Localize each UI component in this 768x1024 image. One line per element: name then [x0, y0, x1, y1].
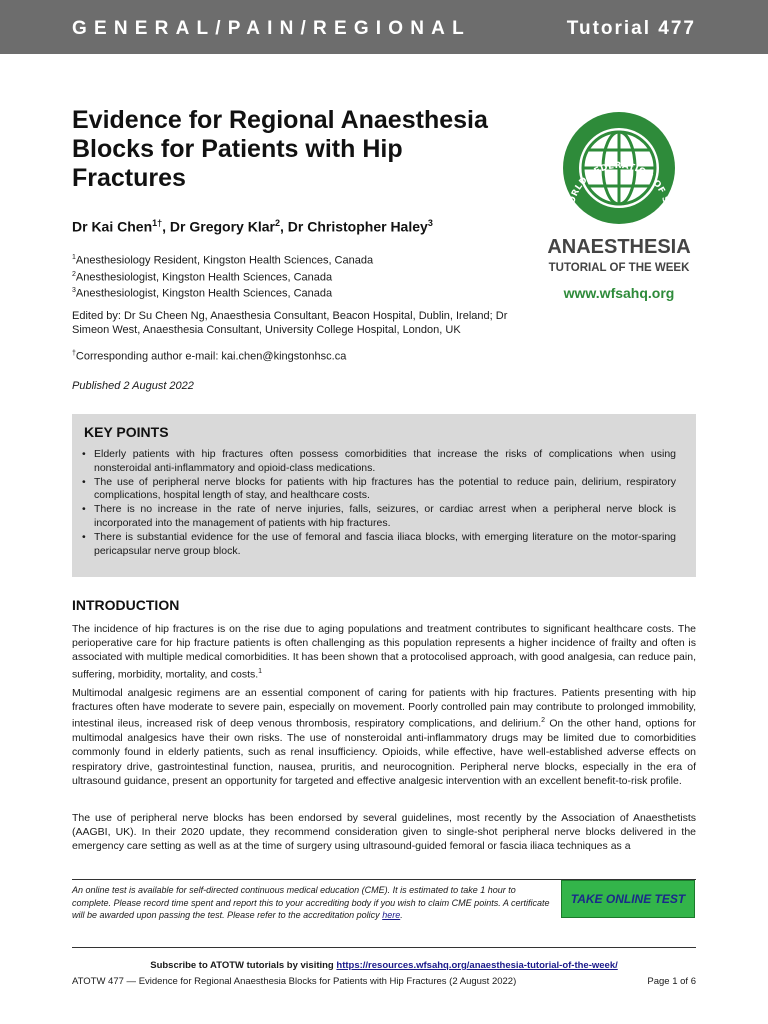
logo-subtitle: TUTORIAL OF THE WEEK: [548, 262, 690, 274]
logo-title: ANAESTHESIA: [547, 236, 691, 258]
accreditation-policy-link[interactable]: here: [382, 910, 401, 920]
list-item: • There is no increase in the rate of nerve injuries, falls, seizures, or cardiac arrest when a peripheral nerve block is incorporated into the management of patients with hip fractures.: [82, 503, 676, 531]
take-online-test-button[interactable]: TAKE ONLINE TEST: [561, 880, 695, 918]
cme-notice: An online test is available for self-directed continuous medical education (CME). It is estimated to take 1 hour to complete. Please record time spent and report this to your accrediting body if you wish to claim CME points. A certificate will be awarded upon passing the test. Please refer to the accreditation policy here.: [72, 885, 550, 920]
wfsa-logo: [540, 108, 698, 308]
affiliation-line: $^2$Anesthesiologist, Kingston Health Sciences, Canada: [72, 270, 333, 284]
list-item: • The use of peripheral nerve blocks for patients with hip fractures has the potential to reduce pain, delirium, respiratory complications, hospital length of stay, and healthcare costs.: [82, 476, 676, 504]
key-points-list: [82, 448, 676, 558]
divider: [72, 947, 696, 948]
published-date: Published 2 August 2022: [72, 380, 194, 392]
globe-logo-icon: [540, 108, 698, 230]
subscribe-link[interactable]: https://resources.wfsahq.org/anaesthesia-tutorial-of-the-week/: [336, 960, 618, 971]
svg-text:WORLD FEDERATION OF SOCIETIES: WORLD FEDERATION OF SOCIE LO: [565, 160, 673, 230]
intro-paragraph: The incidence of hip fractures is on the rise due to aging populations and treatment contributes to significant healthcare costs. The perioperative care for hip fracture patients is often challenging as this population represents a higher incidence of frailty and often is associated with multiple medical comorbidities. It has been shown that a protocolised approach, with good analgesia, can reduce pain, suffering, morbidity, mortality, and costs.$^1$: [72, 623, 696, 681]
author-sup: 3: [427, 218, 433, 228]
intro-paragraph: Multimodal analgesic regimens are an essential component of caring for patients with hip fractures. Patients presenting with hip fractures often have moderate to severe pain, especially on movement. Poorly controlled pain may contribute to prolonged immobility, intestinal ileus, increased risk of deep venous thrombosis, respiratory complications, and delirium.$^2$ On the other hand, options for multimodal analgesics have their own risks. The use of nonsteroidal anti-inflammatory drugs may be limited due to comorbidities commonly found in elderly patients, such as renal insufficiency. Opioids, while effective, have well-established adverse effects on respiratory drive, gastrointestinal function, nausea, pruritis, and neurocognition. Peripheral nerve blocks, especially in the era of ultrasound guidance, present an opportunity for targeted and effective analgesic intervention with an excellent benefit-to-risk profile.: [72, 687, 696, 787]
affiliations: [72, 251, 373, 301]
author-list: Dr Kai Chen$^{1\dagger}$, Dr Gregory Klar$^2$, Dr Christopher Haley$^3$: [72, 218, 433, 235]
subscribe-line: Subscribe to ATOTW tutorials by visiting https://resources.wfsahq.org/anaesthesia-tutorial-of-the-week/: [150, 960, 618, 971]
key-points-box: [72, 414, 696, 577]
list-item: • There is substantial evidence for the use of femoral and fascia iliaca blocks, with emerging literature on the motor-sparing pericapsular nerve group block.: [82, 531, 676, 559]
author-name: Dr Kai Chen: [72, 218, 153, 235]
affiliation-line: $^3$Anesthesiologist, Kingston Health Sciences, Canada: [72, 287, 333, 300]
author-sup: 2: [274, 218, 280, 228]
page-title: Evidence for Regional Anaesthesia Blocks for Patients with Hip Fractures: [72, 106, 488, 192]
category-label: GENERAL/PAIN/REGIONAL: [72, 18, 471, 39]
header-bar: [0, 0, 768, 54]
tutorial-number: Tutorial 477: [566, 18, 696, 39]
author-name: Dr Gregory Klar: [169, 218, 275, 235]
corresponding-author: †Corresponding author e-mail: kai.chen@kingstonhsc.ca: [72, 350, 347, 363]
author-name: Dr Christopher Haley: [287, 218, 428, 235]
affiliation-line: $^1$Anesthesiology Resident, Kingston Health Sciences, Canada: [72, 254, 374, 267]
introduction-heading: INTRODUCTION: [72, 597, 180, 613]
page-number: Page 1 of 6: [647, 976, 696, 987]
intro-paragraph: The use of peripheral nerve blocks has been endorsed by several guidelines, most recently by the Association of Anaesthetists (AAGBI, UK). In their 2020 update, they recommend consideration given to single-shot peripheral nerve blocks delivered in the emergency care setting as well as at the time of surgery using ultrasound-guided femoral or fascia iliaca techniques as a: [72, 812, 696, 853]
edited-by: Edited by: Dr Su Cheen Ng, Anaesthesia Consultant, Beacon Hospital, Dublin, Ireland; Dr Simeon West, Anaesthesia Consultant, University College Hospital, London, UK: [72, 310, 508, 336]
author-sup: 1†: [152, 218, 163, 228]
logo-url: www.wfsahq.org: [563, 285, 675, 301]
key-points-heading: KEY POINTS: [84, 424, 169, 440]
footer-citation: ATOTW 477 — Evidence for Regional Anaesthesia Blocks for Patients with Hip Fractures (2 August 2022): [72, 976, 517, 987]
list-item: • Elderly patients with hip fractures often possess comorbidities that increase the risks of complications when using nonsteroidal anti-inflammatory and opioid-class medications.: [82, 448, 676, 476]
